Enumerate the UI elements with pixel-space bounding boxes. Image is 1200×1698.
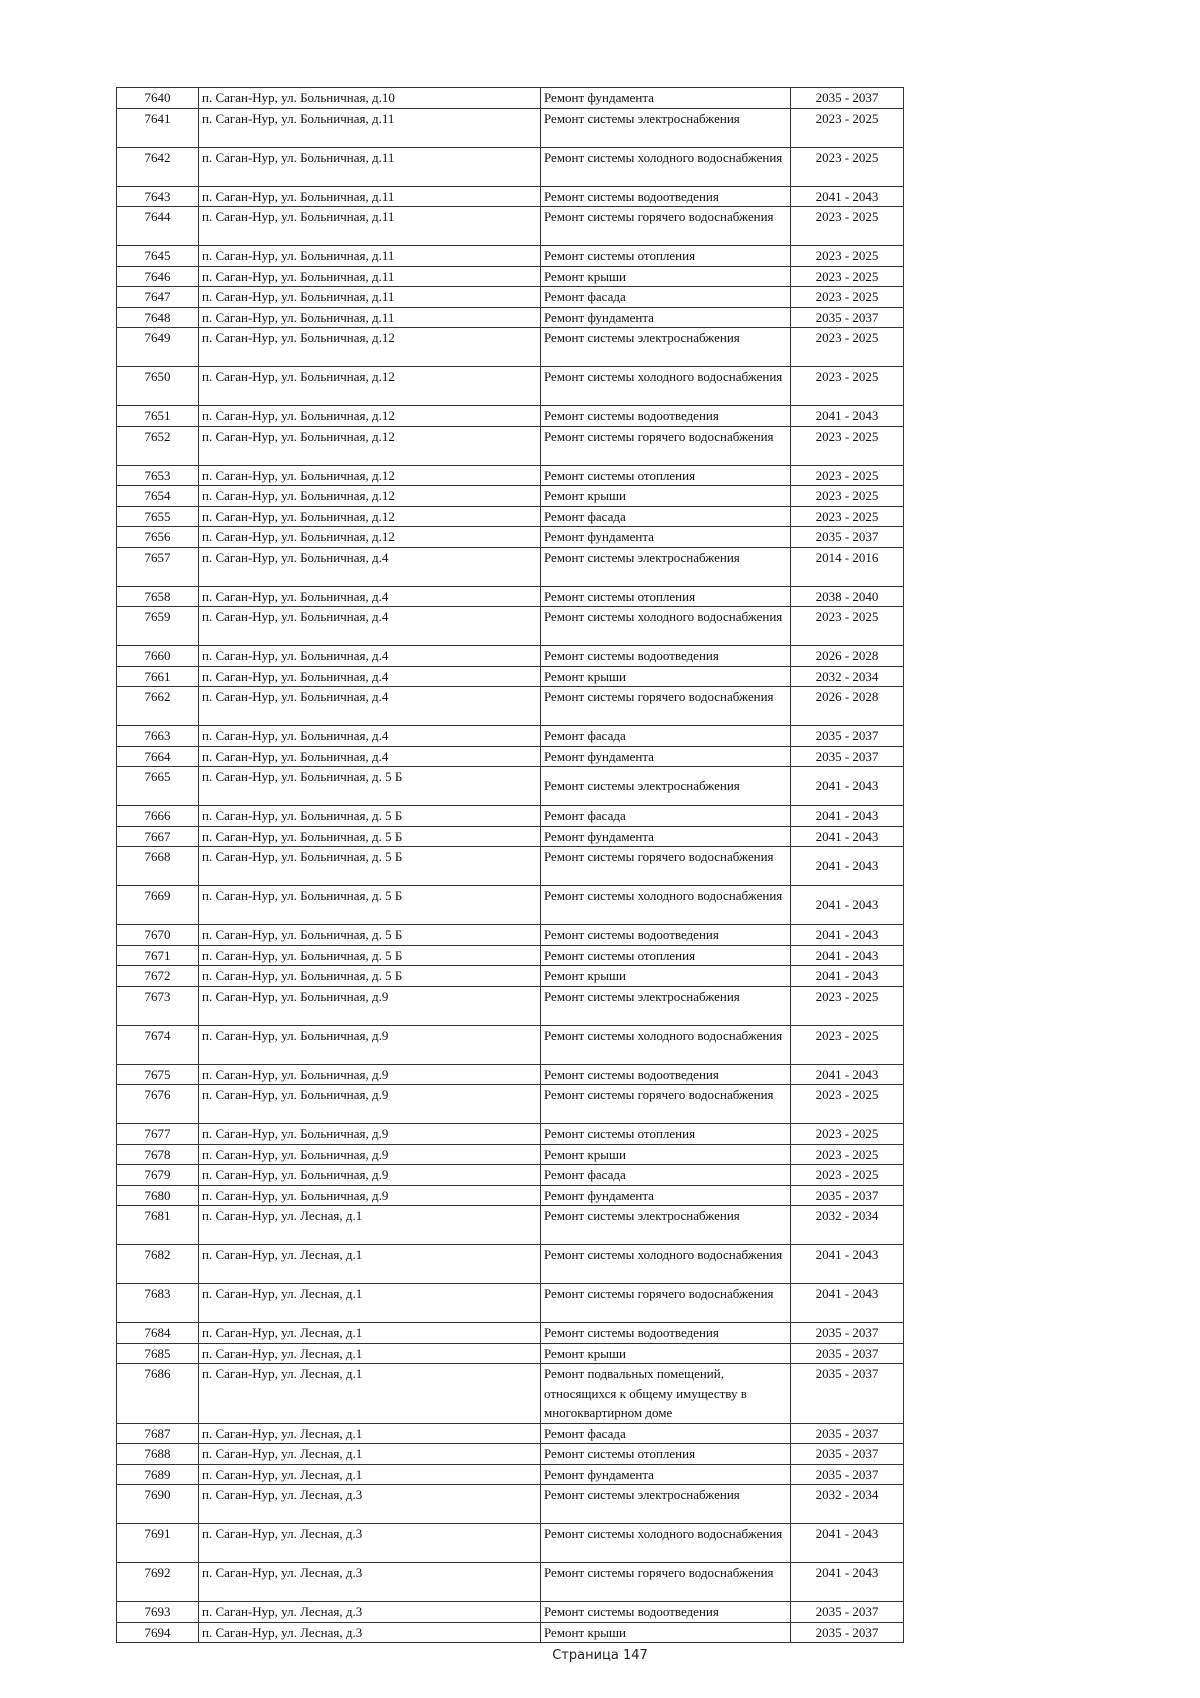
row-number: 7643	[117, 186, 199, 207]
table-row	[117, 1602, 904, 1623]
row-work-type: Ремонт системы отопления	[541, 945, 791, 966]
row-years: 2035 - 2037	[791, 746, 904, 767]
table-row	[117, 1524, 904, 1563]
row-years: 2023 - 2025	[791, 1144, 904, 1165]
table-row	[117, 406, 904, 427]
table-row	[117, 367, 904, 406]
row-address: п. Саган-Нур, ул. Больничная, д.11	[199, 246, 541, 267]
row-number: 7670	[117, 925, 199, 946]
row-work-type: Ремонт системы горячего водоснабжения	[541, 687, 791, 726]
row-address: п. Саган-Нур, ул. Больничная, д. 5 Б	[199, 945, 541, 966]
row-number: 7657	[117, 547, 199, 586]
row-number: 7673	[117, 986, 199, 1025]
row-number: 7672	[117, 966, 199, 987]
row-address: п. Саган-Нур, ул. Больничная, д. 5 Б	[199, 886, 541, 925]
row-address: п. Саган-Нур, ул. Больничная, д.11	[199, 307, 541, 328]
row-number: 7661	[117, 666, 199, 687]
row-years: 2041 - 2043	[791, 1563, 904, 1602]
row-work-type: Ремонт фасада	[541, 806, 791, 827]
row-address: п. Саган-Нур, ул. Лесная, д.1	[199, 1245, 541, 1284]
row-work-type: Ремонт системы электроснабжения	[541, 328, 791, 367]
row-number: 7675	[117, 1064, 199, 1085]
row-work-type: Ремонт системы холодного водоснабжения	[541, 1524, 791, 1563]
row-address: п. Саган-Нур, ул. Больничная, д.9	[199, 986, 541, 1025]
row-address: п. Саган-Нур, ул. Лесная, д.1	[199, 1423, 541, 1444]
row-work-type: Ремонт системы отопления	[541, 465, 791, 486]
table-row	[117, 726, 904, 747]
row-years: 2023 - 2025	[791, 207, 904, 246]
row-address: п. Саган-Нур, ул. Больничная, д.4	[199, 746, 541, 767]
row-work-type: Ремонт фундамента	[541, 527, 791, 548]
row-number: 7674	[117, 1025, 199, 1064]
row-work-type: Ремонт системы холодного водоснабжения	[541, 367, 791, 406]
row-years: 2041 - 2043	[791, 886, 904, 925]
row-work-type: Ремонт крыши	[541, 1144, 791, 1165]
table-row	[117, 1064, 904, 1085]
table-row	[117, 1343, 904, 1364]
row-years: 2023 - 2025	[791, 465, 904, 486]
row-years: 2035 - 2037	[791, 1464, 904, 1485]
table-row	[117, 1464, 904, 1485]
row-address: п. Саган-Нур, ул. Лесная, д.1	[199, 1206, 541, 1245]
row-years: 2026 - 2028	[791, 646, 904, 667]
row-address: п. Саган-Нур, ул. Больничная, д.10	[199, 88, 541, 109]
row-years: 2032 - 2034	[791, 1206, 904, 1245]
row-number: 7668	[117, 847, 199, 886]
works-table	[116, 87, 904, 1643]
row-number: 7690	[117, 1485, 199, 1524]
row-address: п. Саган-Нур, ул. Больничная, д.11	[199, 207, 541, 246]
row-number: 7687	[117, 1423, 199, 1444]
row-work-type: Ремонт системы горячего водоснабжения	[541, 1085, 791, 1124]
row-address: п. Саган-Нур, ул. Лесная, д.1	[199, 1284, 541, 1323]
row-address: п. Саган-Нур, ул. Больничная, д.12	[199, 328, 541, 367]
table-row	[117, 666, 904, 687]
row-years: 2023 - 2025	[791, 607, 904, 646]
row-address: п. Саган-Нур, ул. Лесная, д.3	[199, 1485, 541, 1524]
row-work-type: Ремонт системы электроснабжения	[541, 986, 791, 1025]
table-row	[117, 287, 904, 308]
row-address: п. Саган-Нур, ул. Лесная, д.3	[199, 1524, 541, 1563]
row-years: 2035 - 2037	[791, 1622, 904, 1643]
row-number: 7658	[117, 586, 199, 607]
row-work-type: Ремонт системы отопления	[541, 1444, 791, 1465]
row-work-type: Ремонт фундамента	[541, 1464, 791, 1485]
table-row	[117, 307, 904, 328]
table-row	[117, 1423, 904, 1444]
table-row	[117, 465, 904, 486]
row-years: 2023 - 2025	[791, 506, 904, 527]
row-address: п. Саган-Нур, ул. Больничная, д.9	[199, 1085, 541, 1124]
row-years: 2041 - 2043	[791, 847, 904, 886]
row-number: 7667	[117, 826, 199, 847]
row-years: 2041 - 2043	[791, 1064, 904, 1085]
table-row	[117, 886, 904, 925]
table-body	[117, 88, 904, 1643]
row-number: 7650	[117, 367, 199, 406]
row-number: 7686	[117, 1364, 199, 1424]
row-years: 2038 - 2040	[791, 586, 904, 607]
row-address: п. Саган-Нур, ул. Лесная, д.3	[199, 1622, 541, 1643]
row-address: п. Саган-Нур, ул. Больничная, д.9	[199, 1064, 541, 1085]
row-number: 7655	[117, 506, 199, 527]
row-address: п. Саган-Нур, ул. Больничная, д. 5 Б	[199, 767, 541, 806]
row-number: 7653	[117, 465, 199, 486]
row-work-type: Ремонт подвальных помещений, относящихся к общему имуществу в многоквартирном доме	[541, 1364, 791, 1424]
row-years: 2041 - 2043	[791, 186, 904, 207]
row-number: 7645	[117, 246, 199, 267]
row-work-type: Ремонт системы горячего водоснабжения	[541, 1563, 791, 1602]
table-row	[117, 246, 904, 267]
row-work-type: Ремонт фасада	[541, 726, 791, 747]
row-number: 7680	[117, 1185, 199, 1206]
row-number: 7647	[117, 287, 199, 308]
row-address: п. Саган-Нур, ул. Больничная, д.4	[199, 547, 541, 586]
row-work-type: Ремонт системы холодного водоснабжения	[541, 1245, 791, 1284]
row-number: 7692	[117, 1563, 199, 1602]
row-work-type: Ремонт системы водоотведения	[541, 1323, 791, 1344]
row-years: 2041 - 2043	[791, 925, 904, 946]
table-row	[117, 687, 904, 726]
row-work-type: Ремонт фасада	[541, 506, 791, 527]
table-row	[117, 767, 904, 806]
row-number: 7640	[117, 88, 199, 109]
table-row	[117, 1563, 904, 1602]
row-address: п. Саган-Нур, ул. Больничная, д.12	[199, 506, 541, 527]
row-address: п. Саган-Нур, ул. Больничная, д.12	[199, 527, 541, 548]
row-address: п. Саган-Нур, ул. Лесная, д.1	[199, 1323, 541, 1344]
row-address: п. Саган-Нур, ул. Больничная, д. 5 Б	[199, 826, 541, 847]
row-work-type: Ремонт фасада	[541, 1165, 791, 1186]
row-years: 2014 - 2016	[791, 547, 904, 586]
row-number: 7683	[117, 1284, 199, 1323]
row-number: 7660	[117, 646, 199, 667]
row-years: 2026 - 2028	[791, 687, 904, 726]
row-number: 7664	[117, 746, 199, 767]
row-number: 7691	[117, 1524, 199, 1563]
row-work-type: Ремонт крыши	[541, 266, 791, 287]
row-years: 2041 - 2043	[791, 806, 904, 827]
table-row	[117, 1085, 904, 1124]
row-address: п. Саган-Нур, ул. Больничная, д.11	[199, 108, 541, 147]
table-row	[117, 486, 904, 507]
table-row	[117, 1144, 904, 1165]
row-address: п. Саган-Нур, ул. Больничная, д.11	[199, 147, 541, 186]
table-row	[117, 1165, 904, 1186]
row-work-type: Ремонт системы электроснабжения	[541, 547, 791, 586]
table-row	[117, 88, 904, 109]
row-number: 7679	[117, 1165, 199, 1186]
row-work-type: Ремонт системы горячего водоснабжения	[541, 847, 791, 886]
row-work-type: Ремонт системы водоотведения	[541, 1602, 791, 1623]
table-row	[117, 328, 904, 367]
row-work-type: Ремонт системы холодного водоснабжения	[541, 147, 791, 186]
row-years: 2035 - 2037	[791, 1185, 904, 1206]
row-work-type: Ремонт крыши	[541, 666, 791, 687]
row-work-type: Ремонт системы электроснабжения	[541, 108, 791, 147]
row-number: 7677	[117, 1124, 199, 1145]
table-row	[117, 1185, 904, 1206]
row-address: п. Саган-Нур, ул. Больничная, д. 5 Б	[199, 847, 541, 886]
table-row	[117, 646, 904, 667]
row-address: п. Саган-Нур, ул. Больничная, д.12	[199, 486, 541, 507]
row-work-type: Ремонт фундамента	[541, 307, 791, 328]
table-row	[117, 426, 904, 465]
row-years: 2041 - 2043	[791, 945, 904, 966]
row-number: 7688	[117, 1444, 199, 1465]
table-row	[117, 746, 904, 767]
table-row	[117, 1323, 904, 1344]
row-address: п. Саган-Нур, ул. Больничная, д.4	[199, 666, 541, 687]
row-address: п. Саган-Нур, ул. Больничная, д.4	[199, 586, 541, 607]
row-address: п. Саган-Нур, ул. Больничная, д.4	[199, 687, 541, 726]
row-work-type: Ремонт системы отопления	[541, 246, 791, 267]
row-work-type: Ремонт системы горячего водоснабжения	[541, 426, 791, 465]
row-years: 2023 - 2025	[791, 1165, 904, 1186]
row-number: 7678	[117, 1144, 199, 1165]
row-address: п. Саган-Нур, ул. Больничная, д. 5 Б	[199, 966, 541, 987]
row-address: п. Саган-Нур, ул. Больничная, д.12	[199, 465, 541, 486]
row-number: 7659	[117, 607, 199, 646]
row-work-type: Ремонт системы электроснабжения	[541, 1485, 791, 1524]
row-number: 7662	[117, 687, 199, 726]
row-address: п. Саган-Нур, ул. Лесная, д.1	[199, 1464, 541, 1485]
row-number: 7671	[117, 945, 199, 966]
row-years: 2041 - 2043	[791, 1245, 904, 1284]
row-work-type: Ремонт фасада	[541, 287, 791, 308]
row-years: 2023 - 2025	[791, 287, 904, 308]
row-work-type: Ремонт фундамента	[541, 746, 791, 767]
row-number: 7669	[117, 886, 199, 925]
row-number: 7693	[117, 1602, 199, 1623]
row-number: 7689	[117, 1464, 199, 1485]
row-work-type: Ремонт фундамента	[541, 1185, 791, 1206]
row-number: 7652	[117, 426, 199, 465]
table-row	[117, 147, 904, 186]
row-number: 7681	[117, 1206, 199, 1245]
row-address: п. Саган-Нур, ул. Лесная, д.3	[199, 1602, 541, 1623]
row-years: 2035 - 2037	[791, 307, 904, 328]
row-address: п. Саган-Нур, ул. Больничная, д.9	[199, 1165, 541, 1186]
row-work-type: Ремонт системы холодного водоснабжения	[541, 607, 791, 646]
table-row	[117, 806, 904, 827]
row-years: 2041 - 2043	[791, 406, 904, 427]
row-years: 2023 - 2025	[791, 1085, 904, 1124]
row-number: 7649	[117, 328, 199, 367]
row-years: 2023 - 2025	[791, 986, 904, 1025]
row-number: 7651	[117, 406, 199, 427]
table-row	[117, 966, 904, 987]
row-years: 2023 - 2025	[791, 328, 904, 367]
row-years: 2023 - 2025	[791, 246, 904, 267]
row-address: п. Саган-Нур, ул. Больничная, д.11	[199, 186, 541, 207]
row-work-type: Ремонт крыши	[541, 1343, 791, 1364]
row-address: п. Саган-Нур, ул. Больничная, д.11	[199, 266, 541, 287]
row-work-type: Ремонт системы отопления	[541, 1124, 791, 1145]
row-years: 2041 - 2043	[791, 1284, 904, 1323]
row-work-type: Ремонт системы электроснабжения	[541, 1206, 791, 1245]
row-address: п. Саган-Нур, ул. Больничная, д. 5 Б	[199, 925, 541, 946]
row-years: 2035 - 2037	[791, 527, 904, 548]
row-address: п. Саган-Нур, ул. Лесная, д.1	[199, 1343, 541, 1364]
row-years: 2035 - 2037	[791, 1444, 904, 1465]
table-row	[117, 547, 904, 586]
row-work-type: Ремонт крыши	[541, 486, 791, 507]
row-number: 7646	[117, 266, 199, 287]
row-years: 2023 - 2025	[791, 266, 904, 287]
table-row	[117, 925, 904, 946]
row-number: 7656	[117, 527, 199, 548]
row-work-type: Ремонт системы водоотведения	[541, 646, 791, 667]
row-years: 2023 - 2025	[791, 1124, 904, 1145]
table-row	[117, 186, 904, 207]
table-row	[117, 207, 904, 246]
row-years: 2023 - 2025	[791, 108, 904, 147]
row-address: п. Саган-Нур, ул. Больничная, д.9	[199, 1124, 541, 1145]
row-years: 2023 - 2025	[791, 1025, 904, 1064]
table-row	[117, 1124, 904, 1145]
row-number: 7648	[117, 307, 199, 328]
table-row	[117, 1364, 904, 1424]
row-work-type: Ремонт системы горячего водоснабжения	[541, 1284, 791, 1323]
row-years: 2035 - 2037	[791, 1602, 904, 1623]
row-years: 2023 - 2025	[791, 147, 904, 186]
table-row	[117, 1245, 904, 1284]
row-work-type: Ремонт фундамента	[541, 826, 791, 847]
row-years: 2041 - 2043	[791, 826, 904, 847]
row-address: п. Саган-Нур, ул. Больничная, д.12	[199, 406, 541, 427]
row-number: 7694	[117, 1622, 199, 1643]
table-row	[117, 108, 904, 147]
row-work-type: Ремонт системы отопления	[541, 586, 791, 607]
row-address: п. Саган-Нур, ул. Больничная, д.4	[199, 646, 541, 667]
table-row	[117, 945, 904, 966]
row-address: п. Саган-Нур, ул. Больничная, д.9	[199, 1025, 541, 1064]
row-work-type: Ремонт системы горячего водоснабжения	[541, 207, 791, 246]
table-row	[117, 826, 904, 847]
row-years: 2041 - 2043	[791, 966, 904, 987]
table-row	[117, 266, 904, 287]
row-work-type: Ремонт крыши	[541, 1622, 791, 1643]
row-address: п. Саган-Нур, ул. Лесная, д.3	[199, 1563, 541, 1602]
table-row	[117, 1485, 904, 1524]
table-row	[117, 1444, 904, 1465]
row-work-type: Ремонт фасада	[541, 1423, 791, 1444]
table-row	[117, 607, 904, 646]
table-row	[117, 527, 904, 548]
table-row	[117, 1206, 904, 1245]
row-address: п. Саган-Нур, ул. Больничная, д.4	[199, 726, 541, 747]
row-years: 2035 - 2037	[791, 1323, 904, 1344]
row-number: 7666	[117, 806, 199, 827]
row-work-type: Ремонт фундамента	[541, 88, 791, 109]
row-years: 2041 - 2043	[791, 1524, 904, 1563]
row-work-type: Ремонт системы холодного водоснабжения	[541, 1025, 791, 1064]
row-years: 2023 - 2025	[791, 486, 904, 507]
row-number: 7654	[117, 486, 199, 507]
table-row	[117, 847, 904, 886]
row-work-type: Ремонт крыши	[541, 966, 791, 987]
row-work-type: Ремонт системы холодного водоснабжения	[541, 886, 791, 925]
row-years: 2035 - 2037	[791, 88, 904, 109]
row-number: 7642	[117, 147, 199, 186]
page-number: Страница 147	[552, 1648, 648, 1663]
row-work-type: Ремонт системы водоотведения	[541, 925, 791, 946]
row-number: 7684	[117, 1323, 199, 1344]
row-work-type: Ремонт системы водоотведения	[541, 1064, 791, 1085]
row-number: 7644	[117, 207, 199, 246]
row-number: 7676	[117, 1085, 199, 1124]
row-years: 2032 - 2034	[791, 1485, 904, 1524]
row-years: 2035 - 2037	[791, 1364, 904, 1424]
row-number: 7665	[117, 767, 199, 806]
table-row	[117, 586, 904, 607]
row-address: п. Саган-Нур, ул. Больничная, д. 5 Б	[199, 806, 541, 827]
row-work-type: Ремонт системы водоотведения	[541, 406, 791, 427]
row-number: 7641	[117, 108, 199, 147]
row-years: 2035 - 2037	[791, 1343, 904, 1364]
row-years: 2023 - 2025	[791, 367, 904, 406]
row-years: 2035 - 2037	[791, 726, 904, 747]
row-years: 2035 - 2037	[791, 1423, 904, 1444]
row-number: 7685	[117, 1343, 199, 1364]
row-address: п. Саган-Нур, ул. Больничная, д.9	[199, 1185, 541, 1206]
row-years: 2032 - 2034	[791, 666, 904, 687]
table-row	[117, 506, 904, 527]
table-row	[117, 1622, 904, 1643]
row-address: п. Саган-Нур, ул. Лесная, д.1	[199, 1444, 541, 1465]
row-address: п. Саган-Нур, ул. Больничная, д.9	[199, 1144, 541, 1165]
table-row	[117, 1025, 904, 1064]
row-years: 2023 - 2025	[791, 426, 904, 465]
row-work-type: Ремонт системы водоотведения	[541, 186, 791, 207]
row-number: 7682	[117, 1245, 199, 1284]
table-row	[117, 1284, 904, 1323]
row-work-type: Ремонт системы электроснабжения	[541, 767, 791, 806]
row-address: п. Саган-Нур, ул. Больничная, д.4	[199, 607, 541, 646]
row-address: п. Саган-Нур, ул. Больничная, д.12	[199, 426, 541, 465]
row-address: п. Саган-Нур, ул. Лесная, д.1	[199, 1364, 541, 1424]
table-row	[117, 986, 904, 1025]
row-years: 2041 - 2043	[791, 767, 904, 806]
row-number: 7663	[117, 726, 199, 747]
row-address: п. Саган-Нур, ул. Больничная, д.12	[199, 367, 541, 406]
row-address: п. Саган-Нур, ул. Больничная, д.11	[199, 287, 541, 308]
